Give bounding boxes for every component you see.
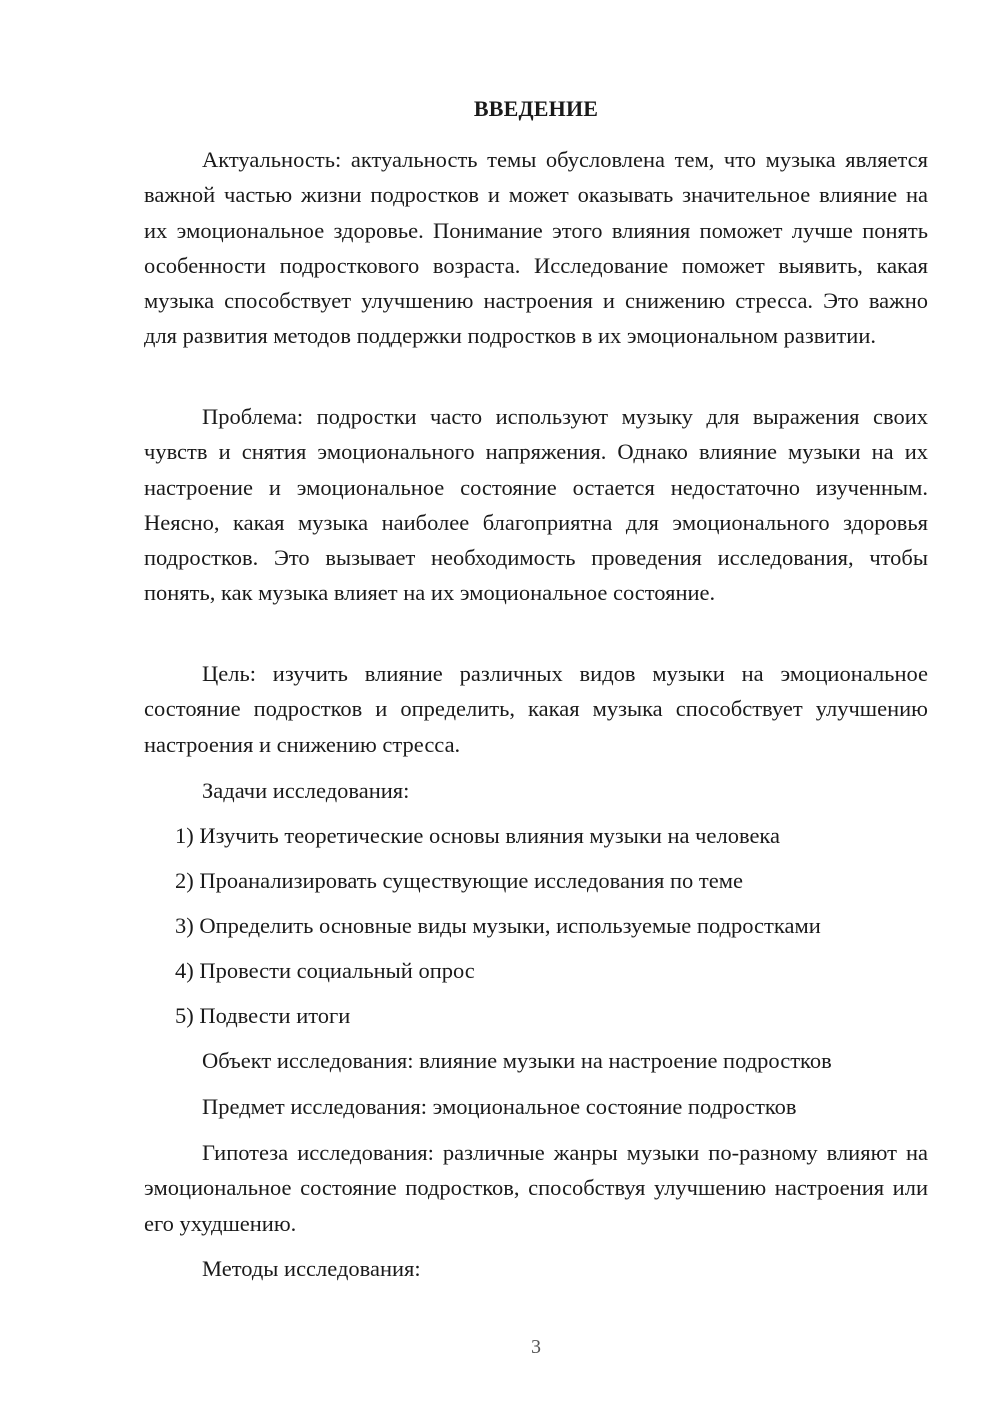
task-item-5-block: [144, 998, 928, 1033]
task-item-1-block: [144, 818, 928, 853]
task-item-3-block: [144, 908, 928, 943]
task-item-4-block: [144, 953, 928, 988]
methods-heading-block: [144, 1251, 928, 1286]
subject-block: [144, 1089, 928, 1124]
paragraph-relevance: Актуальность: актуальность темы обусловлена тем, что музыка является важной частью жизни подростков и может оказывать значительное влияние на их эмоциональное здоровье. Понимание этого влияния поможет лучше понять особенности подросткового возраста. Исследование поможет выявить, какая музыка способствует улучшению настроения и снижению стресса. Это важно для развития методов поддержки подростков в их эмоциональном развитии.: [144, 147, 928, 349]
paragraph-relevance-block: [144, 142, 928, 354]
page-number: 3: [531, 1336, 541, 1358]
section-title: ВВЕДЕНИЕ: [473, 96, 599, 121]
task-item: 4) Провести социальный опрос: [175, 958, 475, 983]
tasks-heading-block: [144, 773, 928, 808]
paragraph-problem-block: [144, 399, 928, 611]
paragraph-goal: Цель: изучить влияние различных видов музыки на эмоциональное состояние подростков и определить, какая музыка способствует улучшению настроения и снижению стресса.: [144, 661, 928, 757]
paragraph-goal-block: [144, 656, 928, 762]
paragraph-problem: Проблема: подростки часто используют музыку для выражения своих чувств и снятия эмоционального напряжения. Однако влияние музыки на их настроение и эмоциональное состояние остается недостаточно изученным. Неясно, какая музыка наиболее благоприятна для эмоционального здоровья подростков. Это вызывает необходимость проведения исследования, чтобы понять, как музыка влияет на их эмоциональное состояние.: [144, 404, 928, 606]
research-subject: Предмет исследования: эмоциональное состояние подростков: [202, 1094, 797, 1119]
methods-heading: Методы исследования:: [202, 1256, 421, 1281]
task-item: 1) Изучить теоретические основы влияния музыки на человека: [175, 823, 781, 848]
research-object: Объект исследования: влияние музыки на настроение подростков: [202, 1048, 832, 1073]
object-block: [144, 1043, 928, 1078]
research-hypothesis: Гипотеза исследования: различные жанры музыки по-разному влияют на эмоциональное состояние подростков, способствуя улучшению настроения или его ухудшению.: [144, 1140, 928, 1236]
tasks-heading: Задачи исследования:: [202, 778, 410, 803]
task-item: 2) Проанализировать существующие исследования по теме: [175, 868, 743, 893]
task-item: 3) Определить основные виды музыки, используемые подростками: [175, 913, 821, 938]
task-item: 5) Подвести итоги: [175, 1003, 351, 1028]
hypothesis-block: [144, 1135, 928, 1241]
task-item-2-block: [144, 863, 928, 898]
